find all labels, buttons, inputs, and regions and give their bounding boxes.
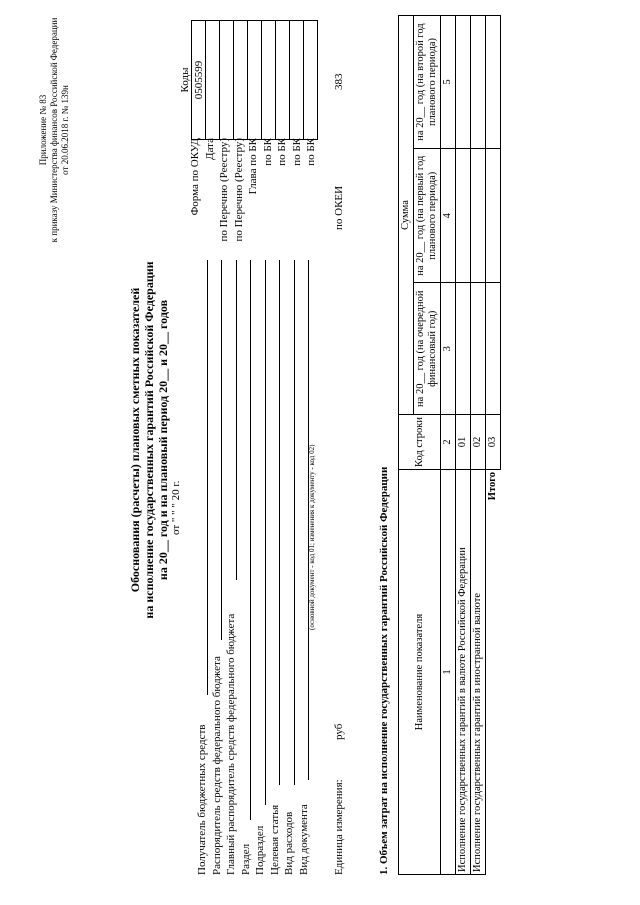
code-label-bk-3: по БК	[290, 138, 303, 166]
label-document-type: Вид документа	[297, 804, 310, 875]
fill-line-subsection	[265, 260, 266, 805]
title-line-1: Обоснования (расчеты) плановых сметных показателей	[128, 287, 142, 593]
label-recipient: Получатель бюджетных средств	[196, 724, 208, 875]
col-number-4: 4	[441, 149, 456, 283]
code-label-chapter: Глава по БК	[247, 138, 259, 195]
col-number-1: 1	[441, 470, 456, 875]
cell-foreign-y2[interactable]	[471, 149, 486, 283]
fill-line-section	[250, 260, 251, 820]
col-header-year-3: на 20__ год (на второй год планового периода)	[414, 16, 441, 149]
appendix-line-3: от 20.06.2018 г. № 139н	[60, 85, 70, 175]
rotated-document	[30, 0, 610, 880]
col-header-year-1: на 20__ год (на очередной финансовый год)	[414, 283, 441, 415]
label-subsection: Подраздел	[254, 825, 266, 875]
label-expense-type: Вид расходов	[283, 811, 295, 875]
appendix-line-2: к приказу Министерства финансов Российской Федерации	[49, 17, 59, 243]
code-label-register-1: по Перечню (Реестру)	[218, 138, 230, 242]
fill-line-recipient	[207, 260, 208, 695]
code-label-bk-4: по БК	[305, 138, 317, 166]
fill-line-distributor	[221, 260, 222, 640]
title-line-2: на исполнение государственных гарантий Российской Федерации	[142, 261, 156, 619]
document-title	[128, 200, 170, 680]
cell-domestic-y1[interactable]	[456, 283, 471, 415]
okei-label: по ОКЕИ	[333, 185, 345, 230]
code-bk-2	[276, 21, 290, 140]
col-header-sum: Сумма	[399, 16, 414, 415]
code-bk-4	[304, 21, 318, 140]
row-name-foreign: Исполнение государственных гарантий в иностранной валюте	[471, 470, 486, 875]
col-header-code: Код строки	[399, 415, 441, 470]
costs-table	[398, 15, 501, 875]
appendix-header	[38, 5, 71, 255]
appendix-line-1: Приложение № 83	[38, 94, 48, 166]
cell-total-y2[interactable]	[486, 149, 501, 283]
code-bk-1	[262, 21, 276, 140]
code-label-register-2: по Перечню (Реестру)	[232, 138, 245, 242]
row-name-domestic: Исполнение государственных гарантий в валюте Российской Федерации	[456, 470, 471, 875]
unit-label: Единица измерения:	[333, 779, 345, 875]
unit-value: руб	[333, 723, 345, 740]
label-section: Раздел	[239, 843, 252, 875]
code-date	[206, 21, 220, 140]
title-line-3: на 20__ год и на плановый период 20__ и 20__ годов	[156, 299, 170, 581]
codes-table	[178, 20, 318, 140]
row-code-domestic: 01	[456, 415, 471, 470]
col-number-2: 2	[441, 415, 456, 470]
cell-total-y1[interactable]	[486, 283, 501, 415]
codes-header: Коды	[178, 67, 191, 93]
cell-foreign-y1[interactable]	[471, 283, 486, 415]
col-header-name: Наименование показателя	[399, 470, 441, 875]
code-label-bk-2: по БК	[276, 138, 288, 166]
code-bk-3	[290, 21, 304, 140]
total-label: Итого	[487, 472, 499, 501]
code-label-okud: Форма по ОКУД	[189, 138, 201, 216]
fill-line-target-article	[279, 260, 280, 785]
code-label-bk-1: по БК	[261, 138, 274, 166]
date-line: от " " " 20 г.	[170, 480, 182, 535]
okei-value: 383	[333, 73, 345, 90]
code-okud: 0505599	[192, 21, 206, 140]
row-code-foreign: 02	[471, 415, 486, 470]
code-register-1	[220, 21, 234, 140]
cell-foreign-y3[interactable]	[471, 16, 486, 149]
code-labels	[188, 138, 319, 258]
code-label-date: Дата	[203, 138, 216, 160]
col-number-5: 5	[441, 16, 456, 149]
table-row	[471, 16, 486, 875]
label-main-distributor: Главный распорядитель средств федерального бюджета	[225, 613, 237, 875]
label-distributor: Распорядитель средств федерального бюджета	[210, 656, 223, 875]
code-register-2	[234, 21, 248, 140]
col-header-year-2: на 20__ год (на первый год планового периода)	[414, 149, 441, 283]
section-title: 1. Объем затрат на исполнение государственных гарантий Российской Федерации	[378, 466, 390, 875]
code-chapter	[248, 21, 262, 140]
total-code: 03	[486, 415, 501, 470]
total-row	[486, 16, 501, 875]
label-target-article: Целевая статья	[268, 804, 281, 875]
col-number-3: 3	[441, 283, 456, 415]
fill-line-main-distributor	[236, 260, 237, 580]
fill-line-expense-type	[294, 260, 295, 785]
table-row	[456, 16, 471, 875]
cell-domestic-y2[interactable]	[456, 149, 471, 283]
document-type-note: (основной документ - код 01; изменения к документу - код 02)	[308, 444, 316, 630]
cell-total-y3[interactable]	[486, 16, 501, 149]
cell-domestic-y3[interactable]	[456, 16, 471, 149]
